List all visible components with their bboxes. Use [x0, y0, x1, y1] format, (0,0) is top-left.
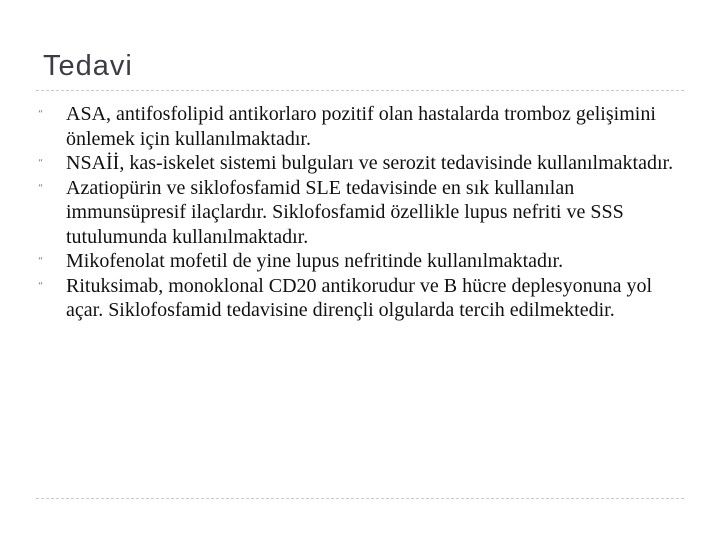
list-item [38, 249, 688, 274]
bottom-divider [36, 498, 684, 499]
quote-bullet-icon: “ [38, 256, 44, 267]
list-item [38, 151, 688, 176]
list-item [38, 274, 688, 323]
slide-title: Tedavi [43, 50, 133, 82]
quote-bullet-icon: “ [38, 158, 44, 169]
list-item-text: NSAİİ, kas-iskelet sistemi bulguları ve serozit tedavisinde kullanılmaktadır. [66, 152, 674, 174]
list-item-text: ASA, antifosfolipid antikorlaro pozitif olan hastalarda tromboz gelişimini önlemek için kullanılmaktadır. [66, 103, 656, 150]
list-item-text: Rituksimab, monoklonal CD20 antikorudur ve B hücre deplesyonuna yol açar. Siklofosfamid tedavisine dirençli olgularda tercih edilmektedir. [66, 274, 653, 321]
quote-bullet-icon: “ [38, 182, 44, 194]
top-divider [36, 90, 684, 91]
list-item [38, 102, 688, 151]
bullet-list [38, 102, 688, 323]
list-item-text: Mikofenolat mofetil de yine lupus nefritinde kullanılmaktadır. [66, 250, 564, 272]
list-item [38, 176, 688, 250]
quote-bullet-icon: “ [38, 280, 44, 292]
list-item-text: Azatiopürin ve siklofosfamid SLE tedavisinde en sık kullanılan immunsüpresif ilaçlardır. Siklofosfamid özellikle lupus nefriti ve SSS tutulumunda kullanılmaktadır. [66, 176, 624, 248]
quote-bullet-icon: “ [38, 109, 44, 120]
